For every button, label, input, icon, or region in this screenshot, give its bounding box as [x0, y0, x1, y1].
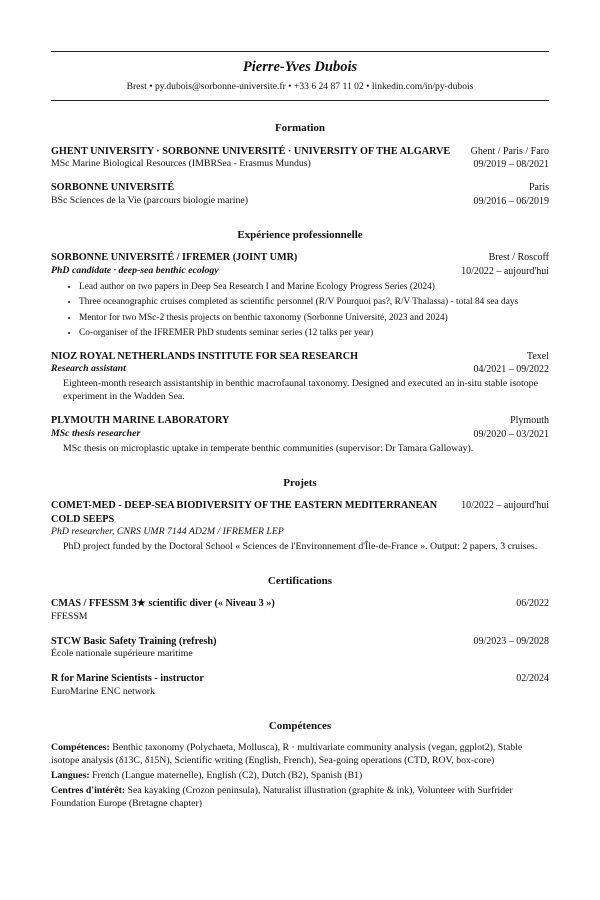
experience-role: MSc thesis researcher [51, 427, 141, 439]
formation-entry [51, 181, 549, 208]
formation-degree: BSc Sciences de la Vie (parcours biologie marine) [51, 194, 249, 206]
skills-interets-text: Sea kayaking (Crozon peninsula), Naturalist illustration (graphite & ink), Volunteer with Surfrider Foundation Europe (Bretagne chapter) [51, 784, 513, 809]
formation-org: GHENT UNIVERSITY · SORBONNE UNIVERSITÉ · UNIVERSITY OF THE ALGARVE [51, 145, 451, 157]
formation-dates: 09/2016 – 06/2019 [473, 195, 549, 207]
experience-location: Brest / Roscoff [488, 252, 549, 264]
header-top-rule [51, 51, 549, 52]
project-title: COMET-MED - DEEP-SEA BIODIVERSITY OF THE EASTERN MEDITERRANEAN COLD SEEPS [51, 500, 438, 525]
skills-interets [51, 785, 549, 811]
section-title-formation: Formation [274, 122, 326, 135]
certification-date: 06/2022 [516, 598, 549, 610]
experience-entry [51, 414, 549, 456]
formation-location: Ghent / Paris / Faro [470, 145, 549, 157]
section-title-skills: Compétences [268, 719, 332, 732]
cv-page [0, 51, 600, 900]
skills-block [51, 742, 549, 811]
skills-competences [51, 742, 549, 768]
certification-entry [51, 597, 549, 623]
experience-bullet: • Lead author on two papers in Deep Sea Research I and Marine Ecology Progress Series (2024) [79, 281, 549, 293]
certification-title: R for Marine Scientists - instructor [51, 673, 204, 685]
certification-issuer: FFESSM [51, 610, 88, 622]
skills-langues [51, 770, 549, 783]
experience-role: Research assistant [51, 363, 126, 375]
project-role: PhD researcher, CNRS UMR 7144 AD2M / IFREMER LEP [51, 526, 284, 538]
project-description: PhD project funded by the Doctoral School « Sciences de l'Environnement d'Île-de-France ». Output: 2 papers, 3 cruises. [63, 541, 538, 553]
certification-title: STCW Basic Safety Training (refresh) [51, 635, 217, 647]
certification-issuer: EuroMarine ENC network [51, 685, 155, 697]
project-entry [51, 499, 549, 554]
experience-description: MSc thesis on microplastic uptake in temperate benthic communities (supervisor: Dr Tamara Galloway). [63, 442, 474, 454]
formation-degree: MSc Marine Biological Resources (IMBRSea - Erasmus Mundus) [51, 158, 311, 170]
certification-title: CMAS / FFESSM 3★ scientific diver (« Niveau 3 ») [51, 598, 275, 610]
skills-interets-label: Centres d'intérêt: [51, 784, 126, 796]
formation-location: Paris [529, 182, 549, 194]
formation-dates: 09/2019 – 08/2021 [473, 159, 549, 171]
certification-issuer: École nationale supérieure maritime [51, 648, 193, 660]
experience-org: SORBONNE UNIVERSITÉ / IFREMER (JOINT UMR) [51, 252, 298, 264]
experience-org: PLYMOUTH MARINE LABORATORY [51, 415, 230, 427]
skills-competences-text: Benthic taxonomy (Polychaeta, Mollusca), R · multivariate community analysis (vegan, ggplot2), Stable isotope analysis (δ13C, δ15N), Scientific writing (English, French), Sea-going operations (CTD, ROV, box-core) [51, 742, 523, 767]
experience-org: NIOZ ROYAL NETHERLANDS INSTITUTE FOR SEA RESEARCH [51, 350, 359, 362]
experience-dates: 09/2020 – 03/2021 [473, 428, 549, 440]
project-dates: 10/2022 – aujourd'hui [461, 500, 549, 512]
experience-dates: 04/2021 – 09/2022 [473, 364, 549, 376]
skills-competences-label: Compétences: [51, 742, 110, 754]
skills-langues-text: French (Langue maternelle), English (C2), Dutch (B2), Spanish (B1) [92, 769, 363, 781]
formation-org: SORBONNE UNIVERSITÉ [51, 182, 175, 194]
experience-dates: 10/2022 – aujourd'hui [461, 265, 549, 277]
experience-role: PhD candidate · deep-sea benthic ecology [51, 264, 219, 276]
experience-description: Eighteen-month research assistantship in benthic macrofaunal taxonomy. Designed and executed an in-situ stable isotope experiment in the Wadden Sea. [63, 378, 538, 403]
skills-langues-label: Langues: [51, 769, 90, 781]
certification-date: 09/2023 – 09/2028 [473, 635, 549, 647]
certification-entry [51, 672, 549, 698]
experience-bullet: • Co-organiser of the IFREMER PhD students seminar series (12 talks per year) [79, 327, 549, 339]
section-title-certifications: Certifications [267, 574, 333, 587]
experience-bullet: • Three oceanographic cruises completed as scientific personnel (R/V Pourquoi pas?, R/V Thalassa) - total 84 sea days [79, 296, 549, 308]
section-title-projects: Projets [283, 476, 317, 489]
header-bottom-rule [51, 100, 549, 101]
experience-location: Plymouth [510, 415, 549, 427]
formation-entry [51, 145, 549, 172]
experience-entry [51, 350, 549, 404]
experience-entry [51, 251, 549, 339]
experience-bullet: • Mentor for two MSc-2 thesis projects on benthic taxonomy (Sorbonne Université, 2023 and 2024) [79, 312, 549, 324]
contact-line: Brest • py.dubois@sorbonne-universite.fr • +33 6 24 87 11 02 • linkedin.com/in/py-dubois [126, 81, 474, 93]
candidate-name: Pierre-Yves Dubois [242, 59, 358, 75]
certification-date: 02/2024 [516, 673, 549, 685]
section-title-experience: Expérience professionnelle [237, 228, 363, 241]
experience-bullets [51, 281, 549, 340]
experience-location: Texel [526, 350, 549, 362]
certification-entry [51, 635, 549, 661]
